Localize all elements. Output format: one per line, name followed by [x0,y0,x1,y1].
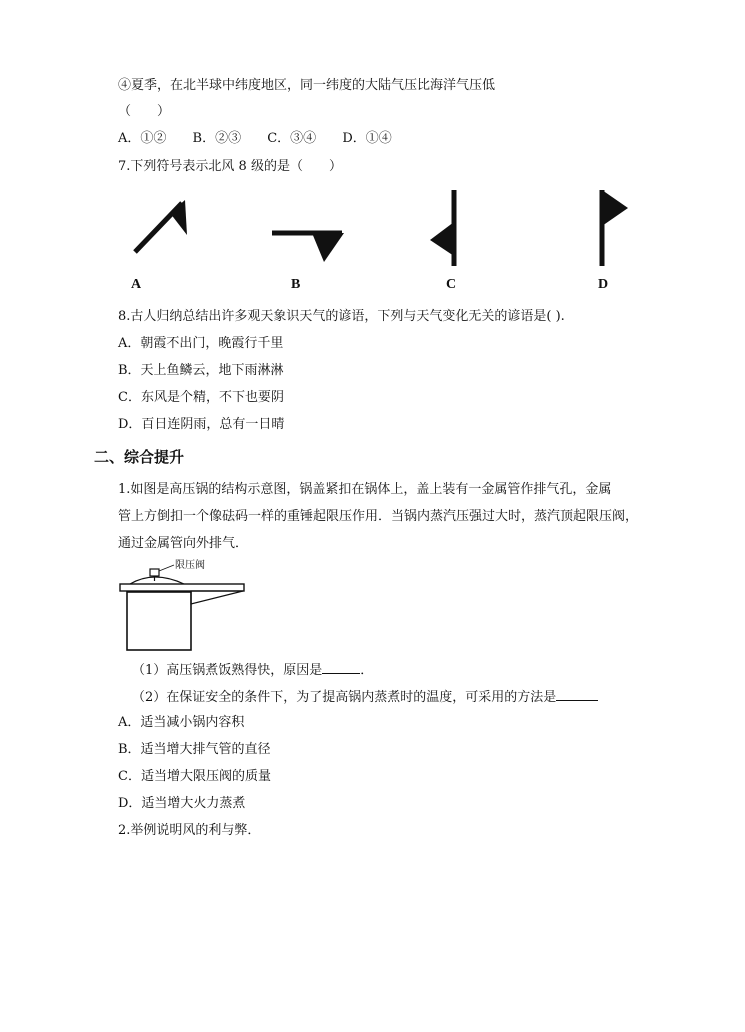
p1-option-b: B．适当增大排气管的直径 [118,742,271,757]
p1-sub-question-1 [132,661,373,680]
p2-question: 2.举例说明风的利与弊． [118,823,261,838]
pressure-cooker-diagram [118,562,268,658]
wind-symbol-b [272,225,347,265]
p1-option-c: C．适当增大限压阀的质量 [118,769,271,784]
q8-question: 8.古人归纳总结出许多观天象识天气的谚语，下列与天气变化无关的谚语是( ). [118,309,565,324]
p1-option-a: A．适当减小锅内容积 [118,715,245,730]
wind-symbol-a [130,195,190,255]
q6-option-b: B．②③ [192,131,242,146]
q6-options [118,130,414,148]
wind-symbol-d [596,188,632,270]
q8-option-b: B．天上鱼鳞云，地下雨淋淋 [118,363,284,378]
wind-symbol-label-d: D [598,277,609,292]
answer-blank-1[interactable] [322,661,360,674]
q8-option-d: D．百日连阴雨，总有一日晴 [118,417,285,432]
p1-sub1-period: ． [360,663,374,678]
p1-option-d: D．适当增大火力蒸煮 [118,796,246,811]
section-heading: 二、综合提升 [94,448,185,466]
wind-symbol-label-a: A [131,277,142,292]
p1-sub1-text: （1）高压锅煮饭熟得快，原因是 [132,663,323,678]
q6-option-c: C．③④ [267,131,317,146]
pressure-valve-label: 限压阀 [175,560,205,571]
q6-statement-4: ④夏季，在北半球中纬度地区，同一纬度的大陆气压比海洋气压低 [118,78,496,93]
q6-answer-bracket: （ ） [118,104,171,119]
p1-sub-question-2 [132,688,598,707]
wind-symbol-label-b: B [291,277,301,292]
q8-option-a: A．朝霞不出门，晚霞行千里 [118,336,284,351]
p1-sub2-text: （2）在保证安全的条件下，为了提高锅内蒸煮时的温度，可采用的方法是 [132,690,557,705]
q7-question: 7.下列符号表示北风 8 级的是（ ） [118,159,342,174]
q6-option-a: A．①② [118,131,167,146]
q8-option-c: C．东风是个精，不下也要阴 [118,390,284,405]
p1-text-line-2: 管上方倒扣一个像砝码一样的重锤起限压作用．当锅内蒸汽压强过大时，蒸汽顶起限压阀， [118,509,639,524]
answer-blank-2[interactable] [556,688,598,701]
wind-symbol-label-c: C [446,277,457,292]
p1-text-line-3: 通过金属管向外排气． [118,536,249,551]
p1-text-line-1: 1.如图是高压锅的结构示意图，锅盖紧扣在锅体上，盖上装有一金属管作排气孔，金属 [118,482,612,497]
wind-symbol-c [428,190,463,270]
q6-option-d: D．①④ [342,131,392,146]
